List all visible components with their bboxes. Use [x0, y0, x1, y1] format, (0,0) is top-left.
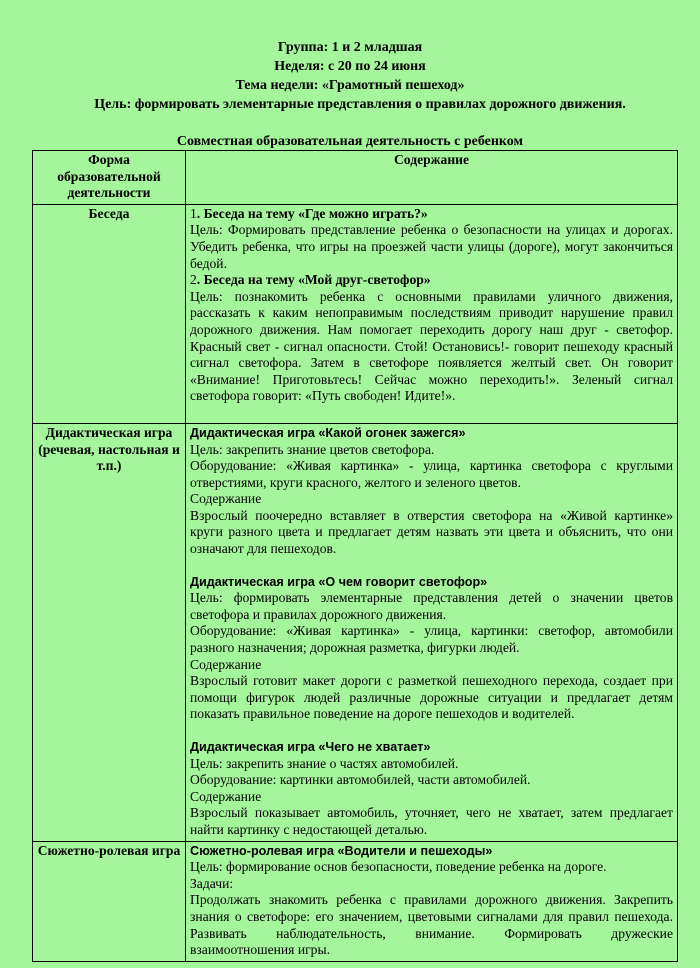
game-3-content: Взрослый показывает автомобиль, уточняет, чего не хватает, затем предлагает найти картинку с недостающей деталью. — [190, 805, 673, 837]
conversation-1-title: 1. Беседа на тему «Где можно играть?» — [190, 205, 428, 221]
game-1-content-label: Содержание — [190, 491, 262, 507]
row-content-conversation — [186, 204, 678, 423]
document-header — [0, 38, 700, 114]
conversation-2-text: Цель: познакомить ребенка с основными правилами уличного движения, рассказать к каким непоправимым последствиям приводит нарушение правил дорожного движения. Нам помогает переходить дорогу наш друг - светофор. Красный свет - сигнал опасности. Стой! Остановись!- говорит пешеходу красный сигнал светофора. Затем в светофоре появляется желтый свет. Он говорит «Внимание! Приготовьтесь! Сейчас можно переходить!». Зеленый сигнал светофора говорит: «Путь свободен! Идите!». — [190, 288, 673, 404]
activity-table — [32, 150, 678, 962]
conversation-2-title: 2. Беседа на тему «Мой друг-светофор» — [190, 272, 431, 288]
header-content: Содержание — [186, 151, 678, 205]
group-line: Группа: 1 и 2 младшая — [277, 40, 423, 55]
theme-line: Тема недели: «Грамотный пешеход» — [235, 78, 465, 93]
game-1-content: Взрослый поочередно вставляет в отверстия светофора на «Живой картинке» круги разного цвета и предлагает детям назвать эти цвета и объяснить, что они означают для пешеходов. — [190, 507, 673, 557]
game-3-content-label: Содержание — [190, 788, 262, 804]
table-row — [33, 841, 678, 961]
conversation-1-text: Цель: Формировать представление ребенка о безопасности на улицах и дорогах. Убедить ребенка, что игры на проезжей части улицы (дороге), могут закончиться бедой. — [190, 222, 673, 271]
table-header-row — [33, 151, 678, 205]
game-3-goal: Цель: закрепить знание о частях автомобилей. — [190, 755, 459, 771]
game-1-title: Дидактическая игра «Какой огонек зажегся» — [190, 425, 466, 440]
row-form-conversation: Беседа — [33, 204, 186, 423]
game-3-title: Дидактическая игра «Чего не хватает» — [190, 740, 431, 754]
game-2-goal: Цель: формировать элементарные представления детей о значении цветов светофора и правилах дорожного движения. — [190, 590, 673, 622]
row-form-didactic: Дидактическая игра (речевая, настольная и т.п.) — [33, 423, 186, 841]
roleplay-goal: Цель: формирование основ безопасности, поведение ребенка на дороге. — [190, 859, 607, 875]
game-1-equipment: Оборудование: «Живая картинка» - улица, картинка светофора с круглыми отверстиями, круги красного, желтого и зеленого цветов. — [190, 458, 673, 490]
game-2-title: Дидактическая игра «О чем говорит светофор» — [190, 574, 488, 589]
row-content-didactic — [186, 423, 678, 841]
table-row — [33, 204, 678, 423]
table-row — [33, 423, 678, 841]
game-2-content-label: Содержание — [190, 656, 262, 672]
roleplay-title: Сюжетно-ролевая игра «Водители и пешеходы» — [190, 843, 493, 858]
game-2-equipment: Оборудование: «Живая картинка» - улица, картинки: светофор, автомобили разного назначения; дорожная разметка, фигурки людей. — [190, 623, 673, 656]
game-2-content: Взрослый готовит макет дороги с разметкой пешеходного перехода, создает при помощи фигурок людей различные дорожные ситуации и предлагает детям показать правильное поведение на дороге пешеходов и водителей. — [190, 673, 673, 722]
game-1-goal: Цель: закрепить знание цветов светофора. — [190, 441, 435, 457]
goal-line: Цель: формировать элементарные представления о правилах дорожного движения. — [94, 97, 626, 112]
week-line: Неделя: с 20 по 24 июня — [274, 59, 426, 74]
roleplay-tasks: Продолжать знакомить ребенка с правилами дорожного движения. Закрепить знания о светофоре: его значением, цветовыми сигналами для правил пешехода. Развивать наблюдательность, внимание. Формировать дружеские взаимоотношения игры. — [190, 892, 673, 958]
game-3-equipment: Оборудование: картинки автомобилей, части автомобилей. — [190, 772, 531, 788]
header-form: Форма образовательной деятельности — [33, 151, 186, 205]
roleplay-tasks-label: Задачи: — [190, 875, 234, 891]
row-form-roleplay: Сюжетно-ролевая игра — [33, 841, 186, 961]
row-content-roleplay — [186, 841, 678, 961]
table-title: Совместная образовательная деятельность с ребенком — [176, 134, 524, 149]
